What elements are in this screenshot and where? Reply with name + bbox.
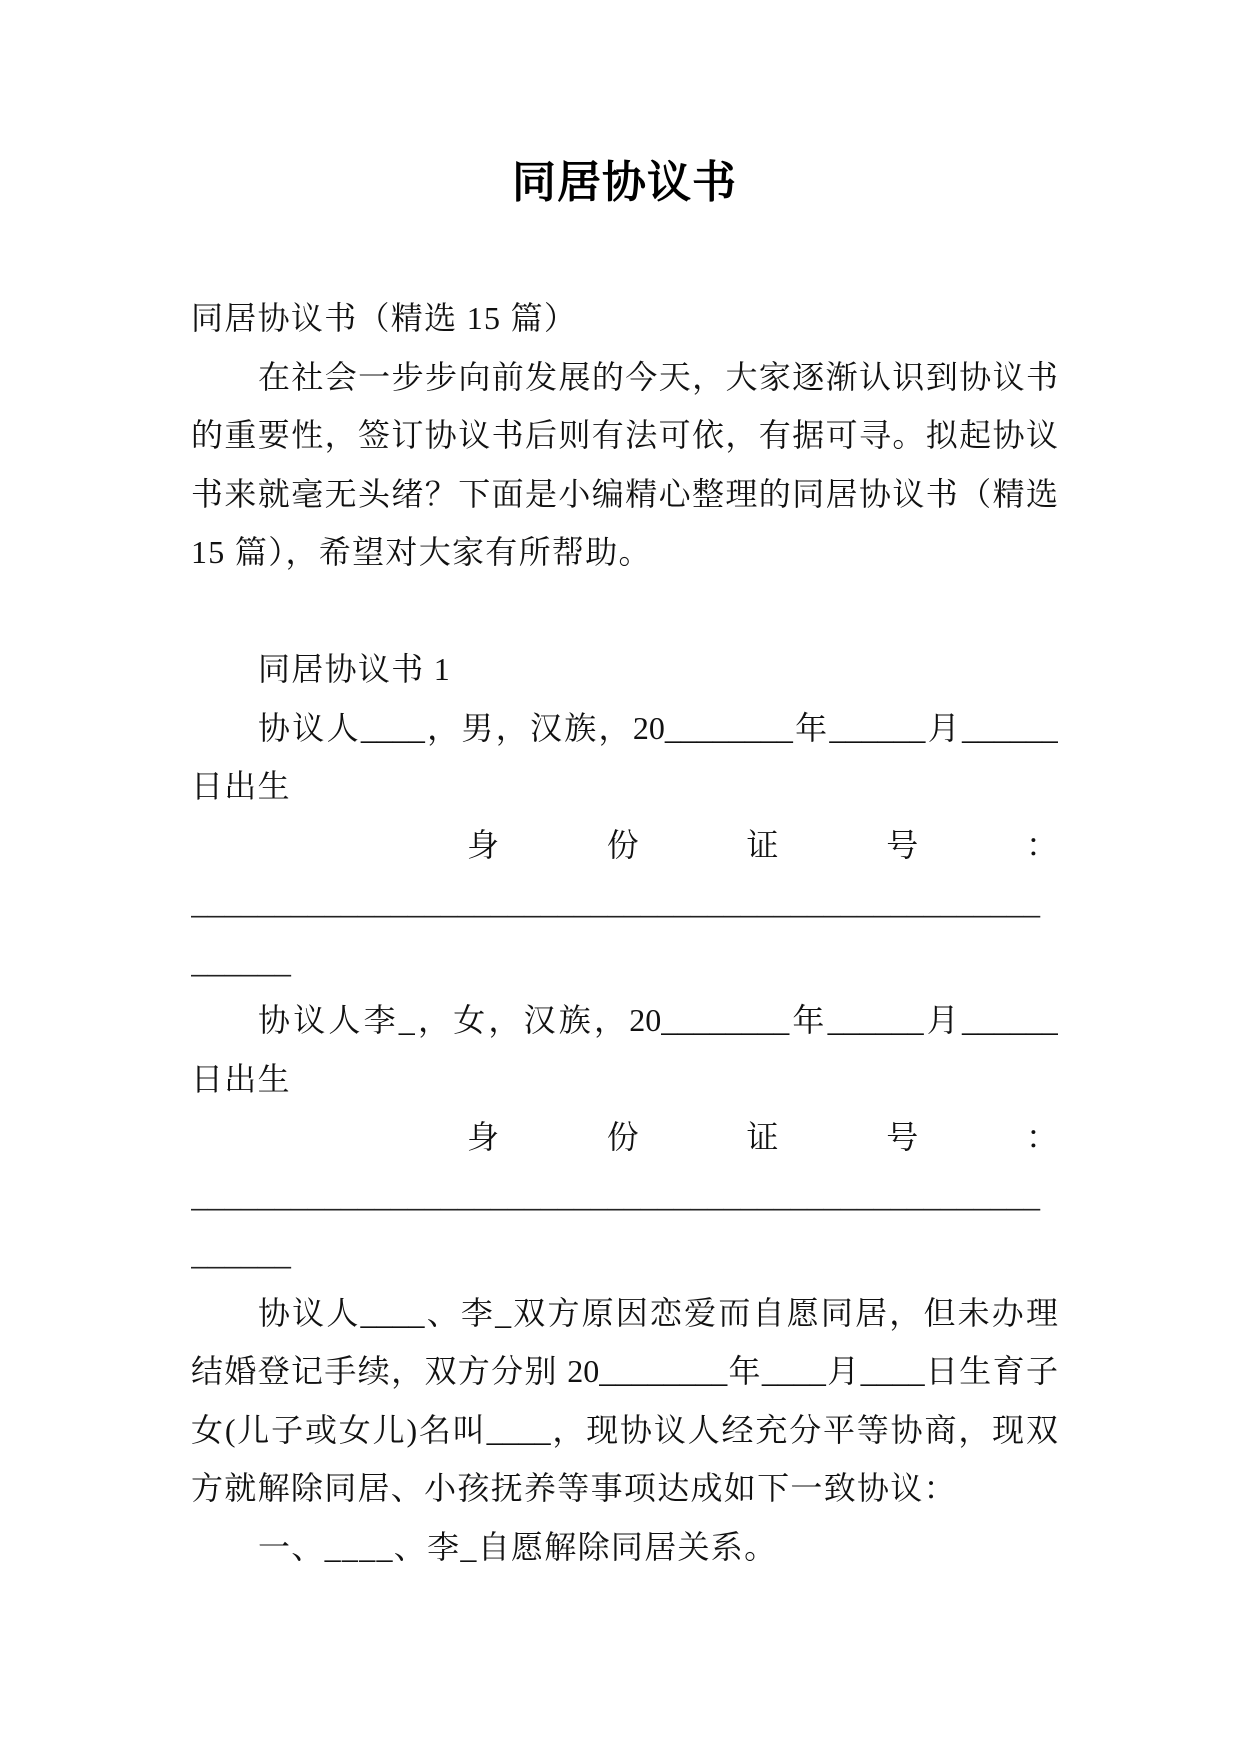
party-male-birth: 日出生 bbox=[191, 768, 291, 804]
party-female-birth: 日出生 bbox=[191, 1060, 291, 1097]
document-title: 同居协议书 bbox=[512, 157, 737, 208]
intro-line: 书来就毫无头绪？下面是小编精心整理的同居协议书（精选 bbox=[191, 475, 1058, 512]
party-male-id-blank-cont: ______ bbox=[191, 942, 291, 980]
preamble-line: 结婚登记手续，双方分别 20________年____月____日生育子 bbox=[191, 1353, 1058, 1389]
intro-line: 15 篇），希望对大家有所帮助。 bbox=[191, 534, 652, 570]
party-male-id-label: 身份证号： bbox=[467, 826, 1058, 863]
party-female-id-blank-cont: ______ bbox=[191, 1235, 291, 1272]
agreement-heading: 同居协议书 1 bbox=[258, 651, 452, 687]
intro-line: 的重要性，签订协议书后则有法可依，有据可寻。拟起协议 bbox=[191, 417, 1058, 453]
subtitle: 同居协议书（精选 15 篇） bbox=[191, 300, 578, 336]
blank-line bbox=[191, 582, 1058, 641]
preamble-line: 方就解除同居、小孩抚养等事项达成如下一致协议： bbox=[191, 1470, 957, 1506]
document-body bbox=[191, 289, 1058, 1576]
party-female-id-label: 身份证号： bbox=[467, 1119, 1058, 1155]
clause-item: 一、____、李_自愿解除同居关系。 bbox=[258, 1528, 778, 1565]
preamble-line: 女(儿子或女儿)名叫____，现协议人经充分平等协商，现双 bbox=[191, 1411, 1058, 1448]
party-female-id-blank: ___________________________________________________ bbox=[191, 1176, 1041, 1214]
party-male-line: 协议人____，男，汉族，20________年______月______ bbox=[258, 709, 1058, 746]
intro-line: 在社会一步步向前发展的今天，大家逐渐认识到协议书 bbox=[258, 358, 1058, 395]
party-female-line: 协议人李_，女，汉族，20________年______月______ bbox=[258, 1002, 1058, 1038]
party-male-id-blank: ___________________________________________________ bbox=[191, 884, 1041, 921]
preamble-line: 协议人____、李_双方原因恋爱而自愿同居，但未办理 bbox=[258, 1294, 1058, 1331]
